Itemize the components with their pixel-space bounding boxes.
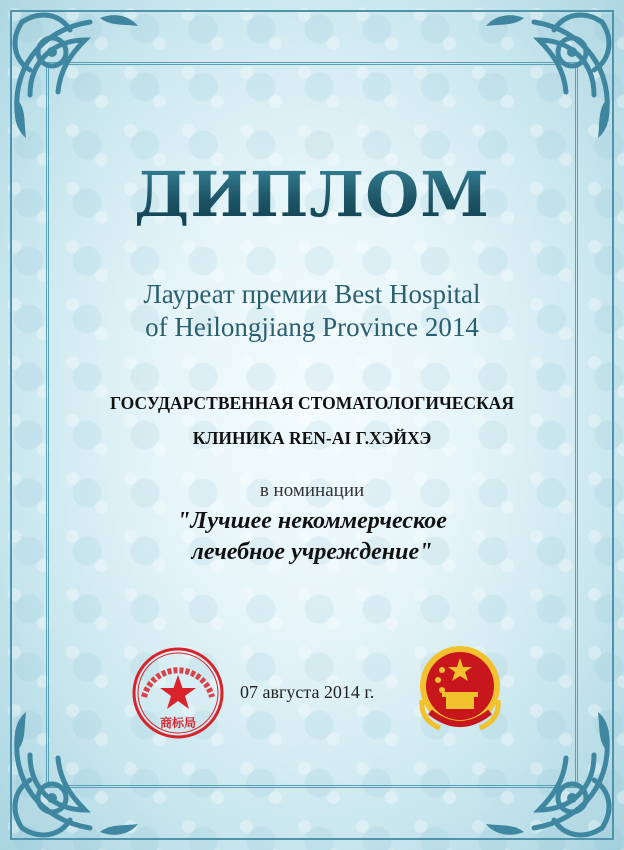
diploma-title: ДИПЛОМ xyxy=(0,158,624,231)
org-line-2: КЛИНИКА REN-AI Г.ХЭЙХЭ xyxy=(192,428,432,448)
corner-ornament-icon xyxy=(0,0,150,150)
nomination-title xyxy=(0,506,624,568)
red-round-seal-icon xyxy=(130,645,226,741)
laureate-line-2: of Heilongjiang Province 2014 xyxy=(145,312,479,342)
national-emblem-icon xyxy=(412,640,508,740)
laureate-text xyxy=(0,278,624,344)
issue-date: 07 августа 2014 г. xyxy=(240,682,375,702)
nomination-label: в номинации xyxy=(259,480,365,501)
org-line-1: ГОСУДАРСТВЕННАЯ СТОМАТОЛОГИЧЕСКАЯ xyxy=(109,393,515,413)
nomination-line-1: "Лучшее некоммерческое xyxy=(177,508,447,534)
seal-bottom-text: 商标局 xyxy=(159,716,197,730)
organization-name xyxy=(0,386,624,456)
corner-ornament-icon xyxy=(0,700,150,850)
nomination-line-2: лечебное учреждение" xyxy=(191,539,433,565)
laureate-line-1: Лауреат премии Best Hospital xyxy=(143,279,481,309)
corner-ornament-icon xyxy=(474,0,624,150)
